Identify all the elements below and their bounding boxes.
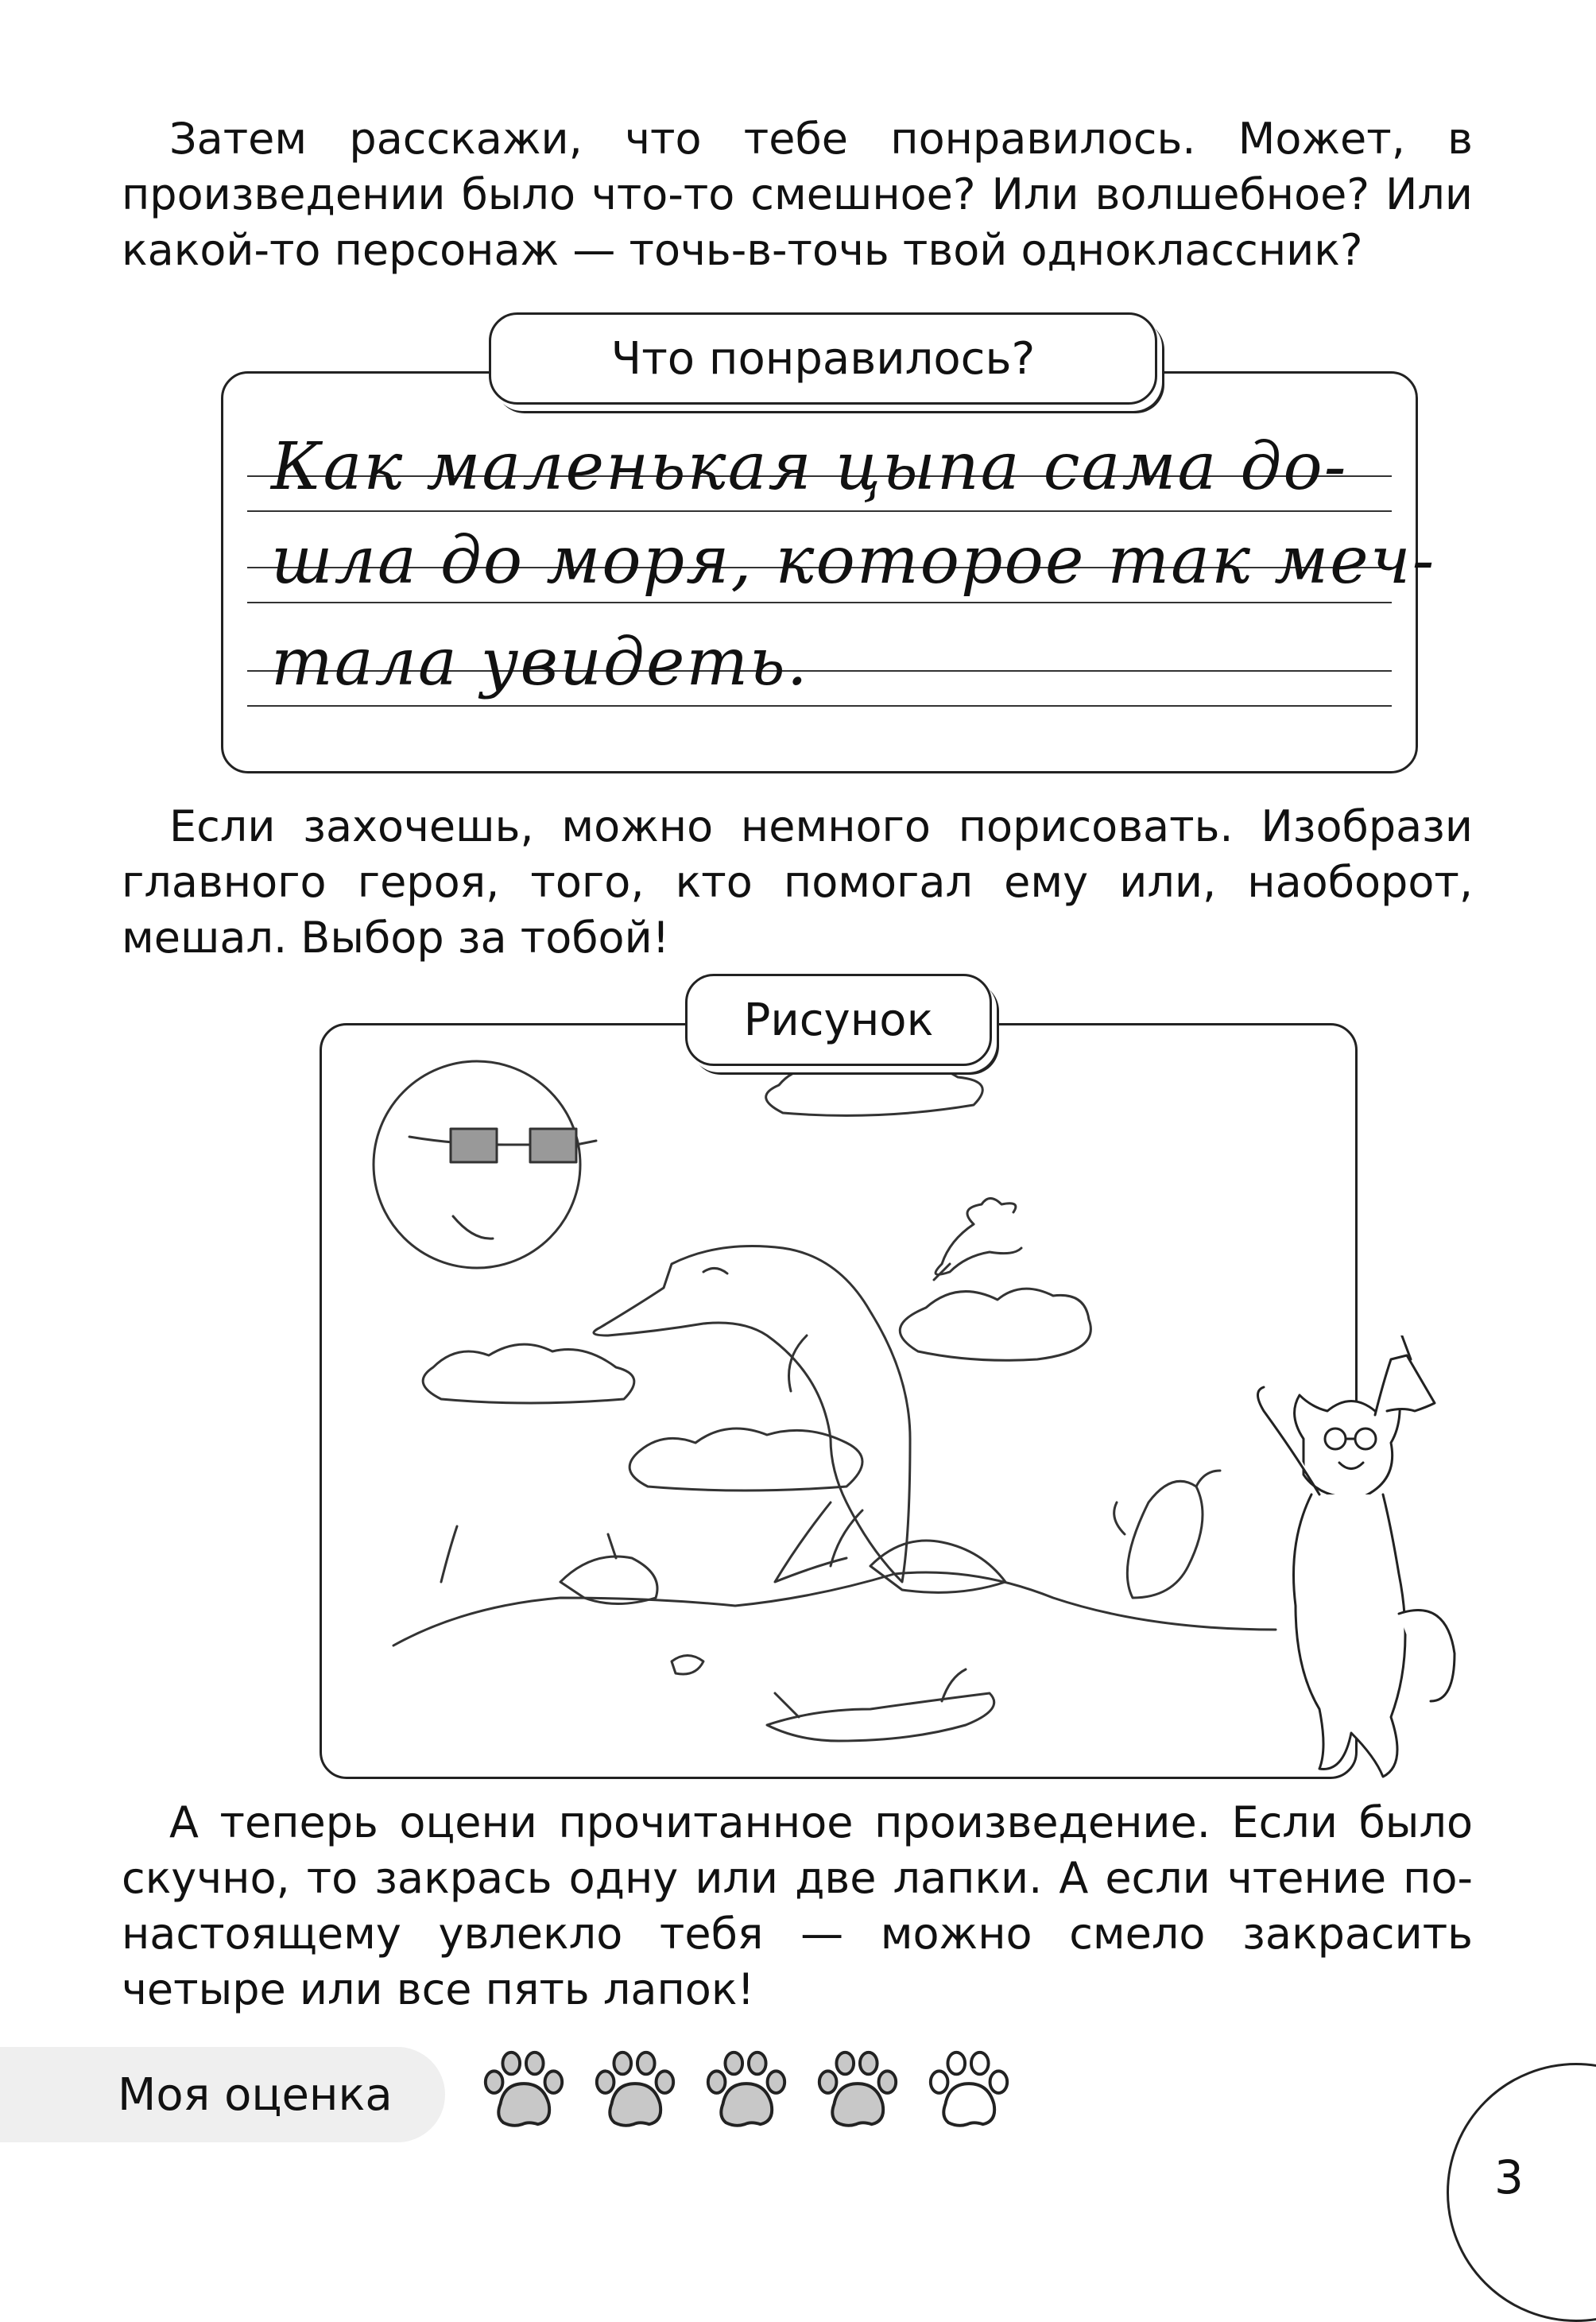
drawing-paragraph: Если захочешь, можно немного порисовать. Изобрази главного героя, того, кто помогал ему или, наоборот, мешал. Выбор за тобой! [122,801,1473,963]
cloud-sketch-4 [629,1428,862,1490]
cat-with-pencil-illustration [1240,1335,1478,1781]
jellyfish-sketch [672,1656,703,1675]
cloud-sketch-2 [423,1344,634,1403]
rating-label: Моя оценка [0,2047,445,2142]
paw-icon[interactable] [588,2043,682,2137]
bird-sketch-2 [441,1526,657,1604]
bird-sketch-5 [767,1669,994,1741]
paw-icon[interactable] [922,2043,1016,2137]
intro-paragraph: Затем расскажи, что тебе понравилось. Может, в произведении было что-то смешное? Или волшебное? Или какой-то персонаж — точь-в-точь твой одноклассник? [122,114,1473,275]
cloud-sketch-1 [766,1065,983,1115]
dolphin-sketch [594,1246,910,1583]
paw-rating[interactable] [477,2043,1016,2137]
liked-tab-label: Что понравилось? [489,312,1157,405]
bird-sketch-4 [1114,1471,1220,1598]
sun-sketch [374,1061,596,1268]
cloud-sketch-3 [900,1289,1090,1360]
liked-answer-box [221,371,1436,773]
bird-sketch-1 [934,1199,1021,1281]
handwritten-line-1: Как маленькая цыпа сама до- [271,429,1348,505]
rating-paragraph: А теперь оцени прочитанное произведение. Если было скучно, то закрась одну или две лапки. А если чтение по-настоящему увлекло тебя — можно смело закрасить четыре или все пять лапок! [122,1797,1473,2014]
drawing-box [320,1023,1358,1779]
drawing-tab-label: Рисунок [685,974,992,1066]
sketch-drawing [322,1025,1355,1777]
page-number: 3 [1494,2150,1524,2204]
paw-icon[interactable] [477,2043,571,2137]
handwritten-line-3: тала увидеть. [271,625,809,700]
paw-icon[interactable] [699,2043,793,2137]
handwritten-line-2: шла до моря, которое так меч- [271,523,1436,599]
hills-sketch [393,1572,1276,1646]
paw-icon[interactable] [811,2043,905,2137]
